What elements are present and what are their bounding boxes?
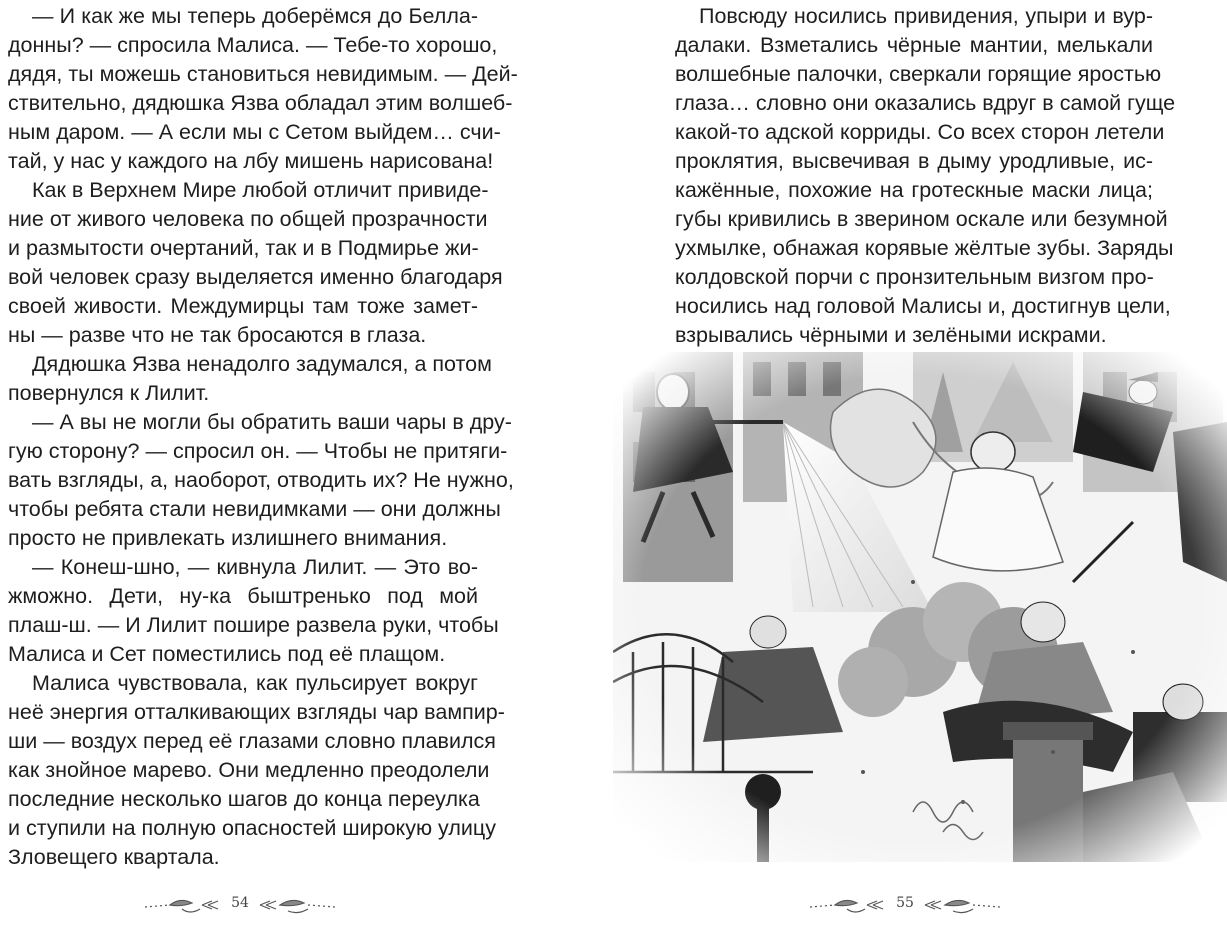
text-line: чтобы ребята стали невидимками — они должны: [8, 497, 501, 521]
text-line: вой человек сразу выделяется именно благодаря: [8, 265, 503, 289]
text-line: проклятия, высвечивая в дыму уродливые, ис-: [675, 149, 1153, 173]
text-line: ны — разве что не так бросаются в глаза.: [8, 323, 427, 347]
text-line: колдовской порчи с пронзительным визгом про-: [675, 265, 1154, 289]
text-line: ствительно, дядюшка Язва обладал этим волшеб-: [8, 91, 513, 115]
text-line: Малиса и Сет поместились под её плащом.: [8, 642, 446, 666]
right-page-footer: [805, 885, 1005, 925]
text-line: — И как же мы теперь доберёмся до Белла-: [32, 4, 478, 28]
text-line: жможно. Дети, ну-ка быштренько под мой: [8, 584, 478, 608]
text-line: и ступили на полную опасностей широкую улицу: [8, 816, 496, 840]
text-line: ным даром. — А если мы с Сетом выйдем… счи-: [8, 120, 501, 144]
text-line: далаки. Взметались чёрные мантии, мелькали: [675, 33, 1153, 57]
text-line: Как в Верхнем Мире любой отличит привиде-: [32, 178, 489, 202]
text-line: Повсюду носились привидения, упыри и вур-: [699, 4, 1153, 28]
text-line: волшебные палочки, сверкали горящие яростью: [675, 62, 1162, 86]
chaotic-street-illustration: [613, 352, 1227, 862]
text-line: губы кривились в зверином оскале или безумной: [675, 207, 1168, 231]
text-line: и размытости очертаний, так и в Подмирье жи-: [8, 236, 479, 260]
text-line: повернулся к Лилит.: [8, 381, 210, 405]
text-line: тай, у нас у каждого на лбу мишень нарисована!: [8, 149, 494, 173]
page-number: 55: [896, 895, 914, 911]
text-line: — А вы не могли бы обратить ваши чары в дру-: [32, 410, 512, 434]
text-line: просто не привлекать излишнего внимания.: [8, 526, 448, 550]
text-line: ухмылке, обнажая корявые жёлтые зубы. Заряды: [675, 236, 1174, 260]
text-line: как знойное марево. Они медленно преодолели: [8, 758, 490, 782]
text-line: плаш-ш. — И Лилит пошире развела руки, чтобы: [8, 613, 499, 637]
text-line: неё энергия отталкивающих взгляды чар вампир-: [8, 700, 505, 724]
right-page: [613, 0, 1227, 936]
text-line: Дядюшка Язва ненадолго задумался, а потом: [32, 352, 492, 376]
text-line: ши — воздух перед её глазами словно плавился: [8, 729, 496, 753]
text-line: вать взгляды, а, наоборот, отводить их? Не нужно,: [8, 468, 514, 492]
text-line: глаза… словно они оказались вдруг в самой гуще: [675, 91, 1176, 115]
text-line: взрывались чёрными и зелёными искрами.: [675, 323, 1107, 347]
text-line: донны? — спросила Малиса. — Тебе-то хорошо,: [8, 33, 498, 57]
text-line: ние от живого человека по общей прозрачности: [8, 207, 488, 231]
text-line: какой-то адской корриды. Со всех сторон летели: [675, 120, 1165, 144]
left-page-footer: [140, 885, 340, 925]
left-page: [0, 0, 600, 936]
page-number: 54: [231, 895, 249, 911]
text-line: Малиса чувствовала, как пульсирует вокруг: [32, 671, 478, 695]
right-page-text: [675, 2, 1176, 350]
text-line: дядя, ты можешь становиться невидимым. — Дей-: [8, 62, 518, 86]
text-line: — Конеш-шно, — кивнула Лилит. — Это во-: [32, 555, 478, 579]
text-line: последние несколько шагов до конца переулка: [8, 787, 480, 811]
text-line: кажённые, похожие на гротескные маски лица;: [675, 178, 1153, 202]
text-line: Зловещего квартала.: [8, 845, 220, 869]
text-line: своей живости. Междумирцы там тоже замет-: [8, 294, 478, 318]
text-line: носились над головой Малисы и, достигнув цели,: [675, 294, 1171, 318]
text-line: гую сторону? — спросил он. — Чтобы не притяги-: [8, 439, 508, 463]
left-page-text: [8, 2, 518, 872]
vignette: [613, 352, 1227, 862]
illustration-canvas: [613, 352, 1227, 862]
